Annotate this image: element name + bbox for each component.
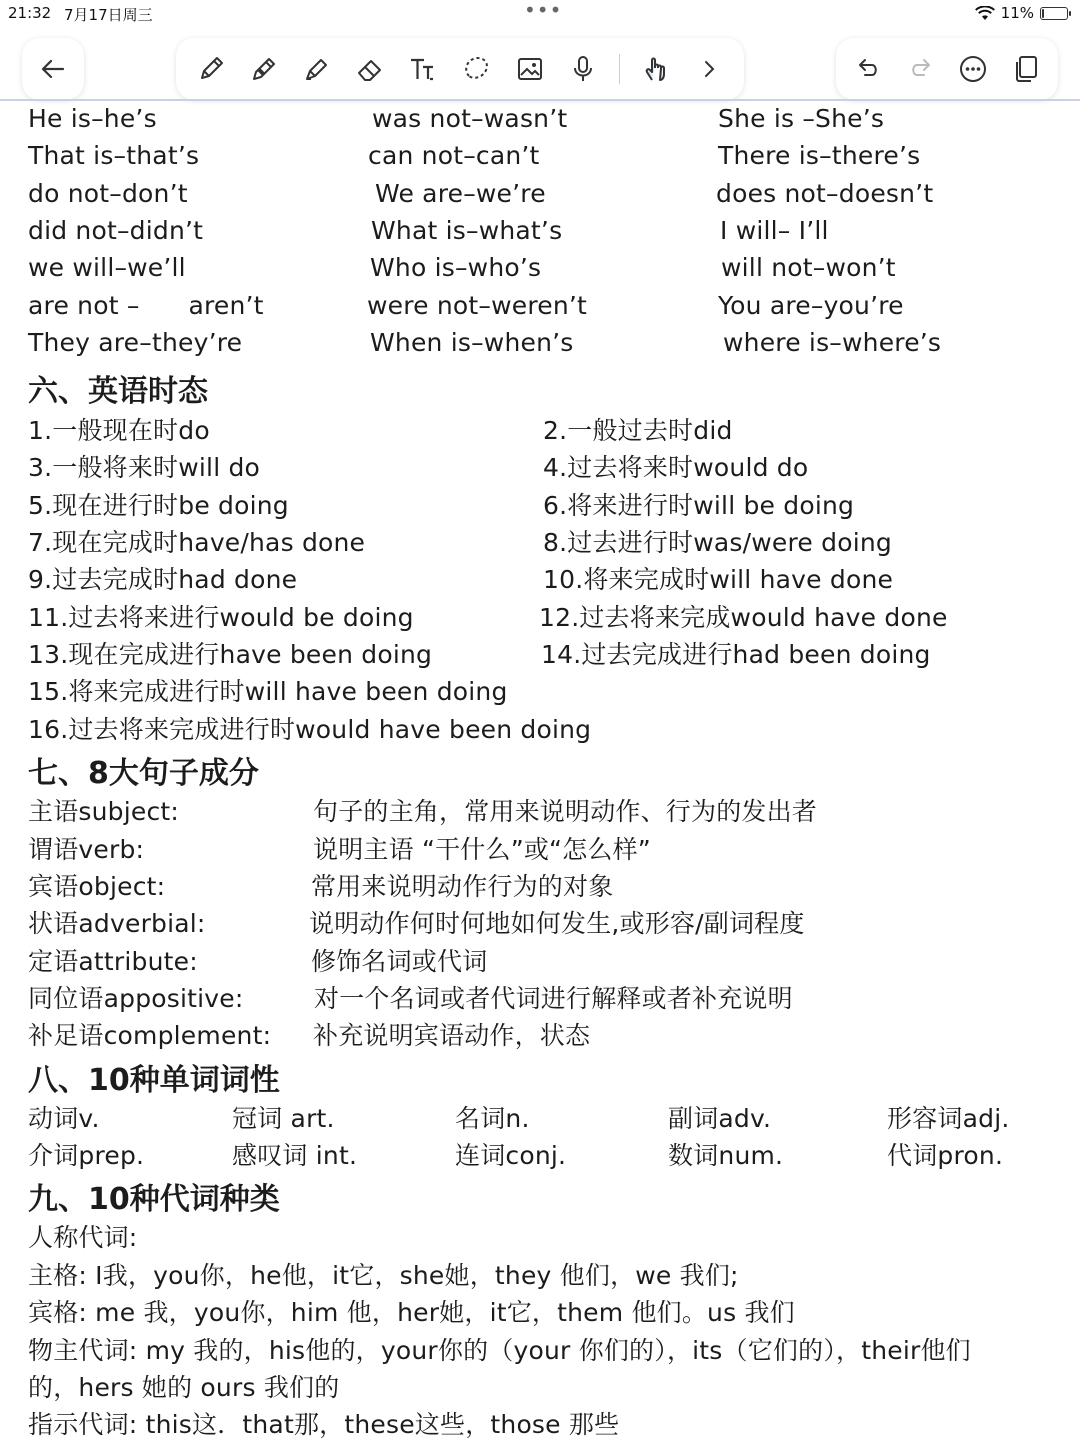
word-class: 数词num. [668,1141,784,1170]
tense-item: 1.一般现在时do [28,416,210,445]
word-class: 冠词 art. [232,1104,335,1133]
contraction: did not–didn’t [28,216,204,245]
contraction: we will–we’ll [28,253,186,282]
tense-item: 9.过去完成时had done [28,565,298,594]
contraction: Who is–who’s [370,253,542,282]
tense-item: 12.过去将来完成would have done [539,603,948,632]
component-term: 同位语appositive: [28,984,244,1013]
tense-item: 8.过去进行时was/were doing [543,528,892,557]
pronoun-line: 指示代词: this这．that那，these这些，those 那些 [28,1410,620,1439]
tense-item: 6.将来进行时will be doing [543,491,855,520]
section-heading: 七、8大句子成分 [28,756,259,791]
word-class: 形容词adj. [887,1104,1010,1133]
component-def: 说明动作何时何地如何发生,或形容/副词程度 [309,909,805,938]
contraction: where is–where’s [723,328,942,357]
section-heading: 九、10种代词种类 [28,1182,280,1217]
contraction: do not–don’t [28,179,188,208]
tense-item: 15.将来完成进行时will have been doing [28,677,508,706]
tense-item: 13.现在完成进行have been doing [28,640,433,669]
contraction: What is–what’s [371,216,563,245]
contraction: They are–they’re [28,328,243,357]
section-heading: 八、10种单词词性 [28,1063,280,1098]
tense-item: 5.现在进行时be doing [28,491,289,520]
pronoun-line: 物主代词: my 我的，his他的，your你的（your 你们的），its（它们的），their他们 [28,1336,971,1365]
tense-item: 16.过去将来完成进行时would have been doing [28,715,592,744]
component-term: 定语attribute: [28,947,198,976]
tense-item: 3.一般将来时will do [28,453,261,482]
contraction: I will– I’ll [720,216,829,245]
component-term: 状语adverbial: [28,909,206,938]
contraction: She is –She’s [718,104,885,133]
component-def: 常用来说明动作行为的对象 [311,872,614,901]
component-term: 谓语verb: [28,835,145,864]
component-def: 对一个名词或者代词进行解释或者补充说明 [314,984,793,1013]
contraction: was not–wasn’t [372,104,568,133]
component-term: 补足语complement: [28,1021,272,1050]
word-class: 副词adv. [668,1104,772,1133]
word-class: 名词n. [455,1104,530,1133]
pronoun-line: 人称代词: [28,1223,138,1252]
tense-item: 2.一般过去时did [543,416,733,445]
pronoun-line: 主格: I我，you你，he他，it它，she她，they 他们，we 我们; [28,1261,739,1290]
contraction: will not–won’t [721,253,896,282]
component-term: 主语subject: [28,797,180,826]
contraction: When is–when’s [370,328,574,357]
contraction: There is–there’s [718,141,921,170]
contraction: can not–can’t [368,141,540,170]
contraction: We are–we’re [375,179,546,208]
word-class: 介词prep. [28,1141,145,1170]
contraction: does not–doesn’t [716,179,934,208]
tense-item: 11.过去将来进行would be doing [28,603,414,632]
contraction: You are–you’re [718,291,904,320]
section-heading: 六、英语时态 [28,374,208,409]
battery-percent: 11% [1000,4,1034,22]
component-def: 说明主语 “干什么”或“怎么样” [313,835,651,864]
tense-item: 10.将来完成时will have done [543,565,894,594]
contraction: are not – aren’t [28,291,264,320]
word-class: 感叹词 int. [232,1141,358,1170]
word-class: 代词pron. [887,1141,1004,1170]
contraction: That is–that’s [28,141,200,170]
component-term: 宾语object: [28,872,166,901]
contraction: were not–weren’t [367,291,588,320]
tense-item: 7.现在完成时have/has done [28,528,366,557]
component-def: 修饰名词或代词 [311,947,488,976]
pronoun-line: 的，hers 她的 ours 我们的 [28,1373,340,1402]
word-class: 动词v. [28,1104,100,1133]
tense-item: 4.过去将来时would do [543,453,809,482]
pronoun-line: 宾格: me 我，you你，him 他，her她，it它，them 他们。us 我们 [28,1298,795,1327]
component-def: 补充说明宾语动作，状态 [313,1021,591,1050]
tense-item: 14.过去完成进行had been doing [541,640,931,669]
status-time: 21:32 [8,4,52,22]
component-def: 句子的主角，常用来说明动作、行为的发出者 [313,797,818,826]
word-class: 连词conj. [455,1141,567,1170]
multitask-dots-icon[interactable]: ••• [524,0,563,22]
status-date: 7月17日周三 [64,6,153,24]
contraction: He is–he’s [28,104,157,133]
